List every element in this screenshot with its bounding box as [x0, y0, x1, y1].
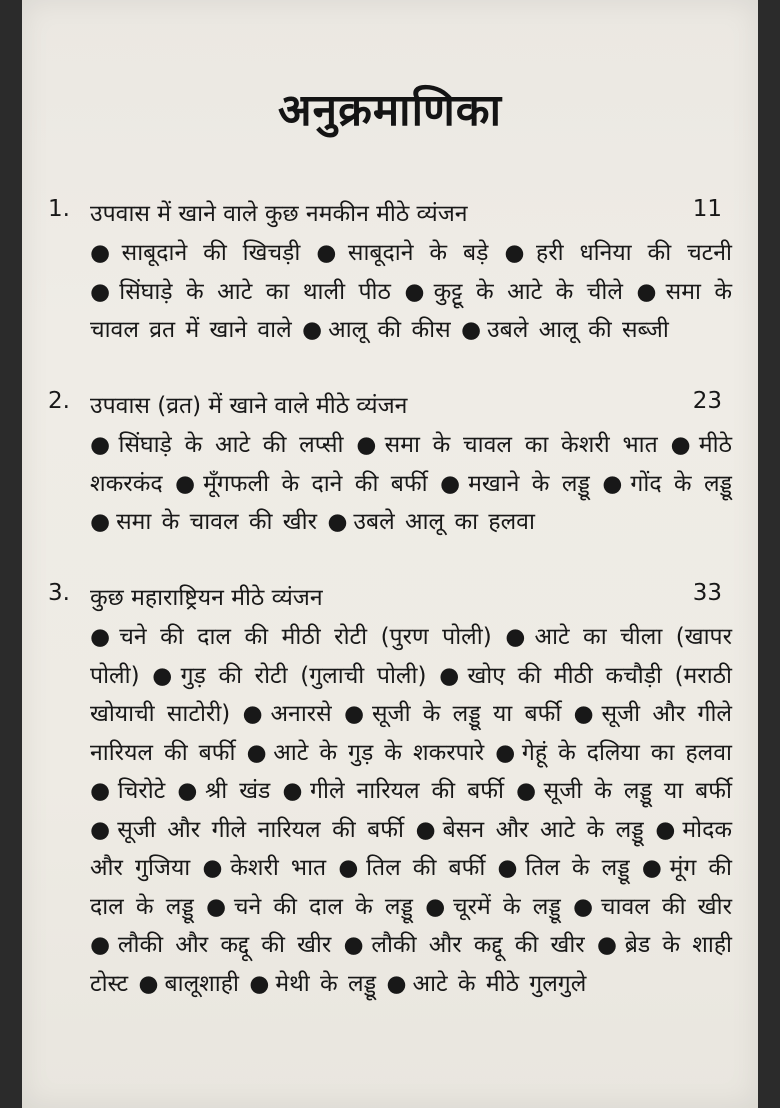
recipe-name: हरी धनिया की चटनी	[535, 240, 732, 266]
bullet-icon: ●	[505, 624, 529, 650]
bullet-icon: ●	[138, 970, 159, 997]
chapter-page-number: 11	[692, 196, 722, 222]
recipe-name: सूजी और गीले नारियल की बर्फी	[90, 701, 732, 766]
recipe-name: चूरमें के लड्डू	[453, 893, 561, 920]
recipe-name: मूँगफली के दाने की बर्फी	[203, 470, 428, 497]
bullet-icon: ●	[495, 739, 516, 766]
chapter-recipe-list	[90, 234, 732, 350]
chapter-heading	[22, 388, 758, 426]
recipe-item	[242, 701, 331, 727]
recipe-name: चने की दाल के लड्डू	[233, 893, 413, 920]
chapter-title: उपवास (व्रत) में खाने वाले मीठे व्यंजन	[90, 393, 408, 419]
recipe-item	[343, 932, 584, 958]
bullet-icon: ●	[177, 778, 199, 804]
bullet-icon: ●	[415, 816, 437, 843]
recipe-item	[316, 240, 488, 266]
recipe-name: साबूदाने की खिचड़ी	[121, 240, 301, 266]
chapter-heading	[22, 196, 758, 234]
recipe-name: कुट्टू के आटे के चीले	[433, 278, 623, 305]
bullet-icon: ●	[439, 662, 462, 689]
recipe-name: अनारसे	[270, 701, 332, 727]
recipe-name: लौकी और कद्दू की खीर	[117, 932, 332, 958]
recipe-item	[249, 971, 376, 997]
bullet-icon: ●	[90, 778, 112, 804]
bullet-icon: ●	[515, 778, 538, 804]
recipe-name: केशरी भात	[230, 855, 327, 881]
bullet-icon: ●	[573, 893, 595, 920]
chapter-page-number: 23	[692, 388, 722, 414]
recipe-item	[344, 701, 561, 727]
chapter-title: कुछ महाराष्ट्रियन मीठे व्यंजन	[90, 585, 323, 611]
recipe-name: गोंद के लड्डू	[630, 470, 733, 497]
recipe-name: श्री खंड	[204, 778, 271, 804]
recipe-item	[573, 894, 732, 920]
recipe-name: सूजी के लड्डू या बर्फी	[371, 701, 562, 727]
recipe-name: चावल की खीर	[600, 893, 732, 920]
bullet-icon: ●	[90, 932, 112, 958]
bullet-icon: ●	[404, 278, 428, 305]
recipe-item	[90, 778, 165, 804]
recipe-name: खोए की मीठी कचौड़ी (मराठी खोयाची साटोरी)	[90, 662, 732, 727]
recipe-item	[90, 279, 391, 305]
recipe-name: समा के चावल का केशरी भात	[384, 432, 658, 458]
bullet-icon: ●	[246, 739, 268, 766]
recipe-name: आटे के मीठे गुलगुले	[412, 970, 587, 997]
recipe-name: गुड़ की रोटी (गुलाची पोली)	[180, 662, 427, 689]
bullet-icon: ●	[596, 932, 619, 958]
recipe-name: तिल के लड्डू	[525, 855, 630, 881]
recipe-name: लौकी और कद्दू की खीर	[371, 932, 585, 958]
recipe-name: आटे का चीला (खापर पोली)	[90, 624, 732, 689]
recipe-name: आलू की कीस	[328, 317, 451, 343]
recipe-name: सिंघाड़े के आटे का थाली पीठ	[119, 278, 391, 305]
recipe-item	[202, 855, 326, 881]
chapter-3	[22, 580, 758, 1003]
recipe-item	[90, 932, 331, 958]
recipe-item	[338, 855, 485, 881]
bullet-icon: ●	[343, 701, 366, 727]
recipe-name: उबले आलू की सब्जी	[487, 317, 669, 343]
chapter-1	[22, 196, 758, 350]
chapter-number: 1.	[48, 196, 70, 222]
bullet-icon: ●	[504, 240, 530, 266]
recipe-item	[90, 817, 404, 843]
recipe-item	[516, 778, 732, 804]
recipe-item	[282, 778, 504, 804]
recipe-item	[90, 624, 492, 650]
recipe-item	[302, 317, 451, 343]
bullet-icon: ●	[573, 701, 596, 727]
bullet-icon: ●	[338, 855, 361, 881]
recipe-item	[90, 509, 317, 535]
bullet-icon: ●	[90, 624, 114, 650]
recipe-name: सूजी और गीले नारियल की बर्फी	[117, 816, 404, 843]
bullet-icon: ●	[90, 278, 114, 305]
recipe-name: मीठे शकरकंद	[90, 432, 732, 497]
bullet-icon: ●	[174, 470, 198, 497]
recipe-item	[504, 240, 732, 266]
recipe-item	[327, 509, 535, 535]
chapter-2	[22, 388, 758, 542]
bullet-icon: ●	[425, 893, 448, 920]
bullet-icon: ●	[497, 855, 520, 881]
recipe-name: मखाने के लड्डू	[468, 470, 590, 497]
bullet-icon: ●	[90, 816, 112, 843]
recipe-item	[247, 740, 485, 766]
recipe-item	[495, 740, 732, 766]
bullet-icon: ●	[302, 317, 323, 343]
bullet-icon: ●	[242, 701, 265, 727]
recipe-name: मूंग की दाल के लड्डू	[90, 855, 733, 920]
bullet-icon: ●	[152, 662, 175, 689]
bullet-icon: ●	[343, 932, 366, 958]
recipe-item	[386, 971, 586, 997]
book-page	[22, 0, 758, 1108]
recipe-item	[138, 971, 239, 997]
recipe-item	[461, 317, 669, 343]
recipe-item	[206, 894, 413, 920]
recipe-name: मेथी के लड्डू	[275, 970, 377, 997]
bullet-icon: ●	[636, 278, 660, 305]
recipe-name: तिल की बर्फी	[366, 855, 486, 881]
recipe-item	[425, 894, 561, 920]
recipe-name: मोदक और गुजिया	[90, 816, 732, 881]
recipe-item	[177, 778, 270, 804]
chapter-number: 3.	[48, 580, 70, 606]
bullet-icon: ●	[386, 970, 407, 997]
recipe-name: गेहूं के दलिया का हलवा	[521, 739, 732, 766]
recipe-name: समा के चावल की खीर	[116, 509, 317, 535]
recipe-item	[90, 240, 300, 266]
recipe-item	[356, 432, 658, 458]
bullet-icon: ●	[670, 432, 693, 458]
bullet-icon: ●	[655, 816, 677, 843]
chapter-recipe-list	[90, 618, 732, 1003]
recipe-name: समा के चावल व्रत में खाने वाले	[90, 278, 733, 343]
recipe-name: चिरोटे	[117, 778, 166, 804]
recipe-item	[415, 817, 643, 843]
recipe-item	[602, 471, 732, 497]
bullet-icon: ●	[641, 855, 664, 881]
recipe-item	[152, 663, 426, 689]
recipe-item	[404, 279, 623, 305]
recipe-name: साबूदाने के बड़े	[347, 240, 489, 266]
recipe-item	[440, 471, 590, 497]
recipe-name: सिंघाड़े के आटे की लप्सी	[118, 432, 344, 458]
page-title: अनुक्रमाणिका	[278, 85, 502, 136]
bullet-icon: ●	[282, 778, 305, 804]
recipe-name: आटे के गुड़ के शकरपारे	[273, 739, 485, 766]
bullet-icon: ●	[90, 432, 113, 458]
recipe-name: गीले नारियल की बर्फी	[310, 778, 504, 804]
recipe-name: उबले आलू का हलवा	[353, 509, 535, 535]
recipe-item	[90, 432, 343, 458]
recipe-name: चने की दाल की मीठी रोटी (पुरण पोली)	[119, 624, 492, 650]
recipe-name: बालूशाही	[164, 970, 239, 997]
bullet-icon: ●	[202, 855, 225, 881]
bullet-icon: ●	[316, 240, 342, 266]
bullet-icon: ●	[602, 470, 625, 497]
recipe-item	[175, 471, 428, 497]
bullet-icon: ●	[356, 432, 379, 458]
chapter-number: 2.	[48, 388, 70, 414]
bullet-icon: ●	[440, 470, 463, 497]
chapter-heading	[22, 580, 758, 618]
recipe-item	[497, 855, 629, 881]
recipe-name: सूजी के लड्डू या बर्फी	[543, 778, 732, 804]
chapter-title: उपवास में खाने वाले कुछ नमकीन मीठे व्यंजन	[90, 201, 468, 227]
bullet-icon: ●	[460, 317, 482, 343]
recipe-name: ब्रेड के शाही टोस्ट	[90, 932, 732, 997]
bullet-icon: ●	[90, 509, 111, 535]
chapter-page-number: 33	[692, 580, 722, 606]
bullet-icon: ●	[90, 240, 116, 266]
chapter-recipe-list	[90, 426, 732, 542]
bullet-icon: ●	[205, 893, 228, 920]
bullet-icon: ●	[327, 509, 348, 535]
bullet-icon: ●	[249, 970, 270, 997]
recipe-name: बेसन और आटे के लड्डू	[442, 816, 644, 843]
